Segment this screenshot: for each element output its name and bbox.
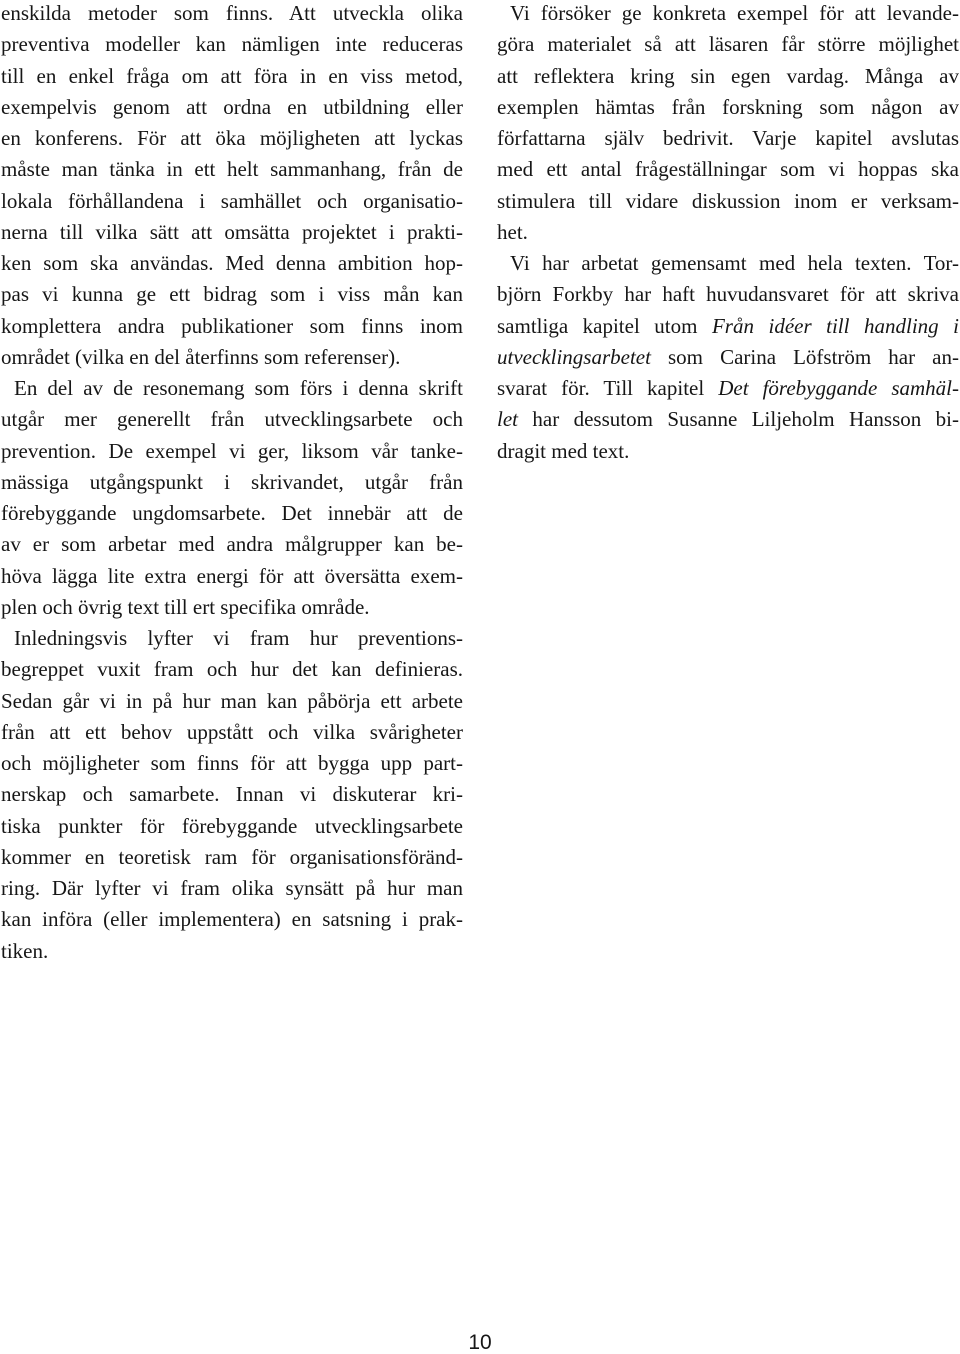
text-line <box>497 61 959 92</box>
line-text: området (vilka en del återfinns som referenser). <box>1 344 401 369</box>
line-text: kan införa (eller implementera) en satsning i prak- <box>1 907 463 932</box>
line-text: exempelvis genom att ordna en utbildning eller <box>1 94 463 119</box>
text-line <box>1 498 463 529</box>
paragraph <box>1 623 463 967</box>
text-line <box>497 436 959 467</box>
line-text: författarna själv bedrivit. Varje kapitel avslutas <box>497 126 959 150</box>
chapter-title-text: let <box>497 407 518 432</box>
text-line <box>1 61 463 92</box>
line-text: Vi försöker ge konkreta exempel för att levande- <box>510 1 959 25</box>
line-text: enskilda metoder som finns. Att utveckla olika <box>1 1 463 25</box>
line-text: Inledningsvis lyfter vi fram hur preventions- <box>14 626 463 650</box>
text-line <box>1 811 463 842</box>
text-line <box>1 123 463 154</box>
left-text-column <box>1 0 463 967</box>
text-line <box>497 248 959 279</box>
line-text: het. <box>497 219 528 244</box>
line-text: En del av de resonemang som förs i denna skrift <box>14 376 463 400</box>
line-text: en konferens. För att öka möjligheten att lyckas <box>1 126 463 150</box>
line-text: kommer en teoretisk ram för organisationsföränd- <box>1 844 463 869</box>
line-text: och möjligheter som finns för att bygga upp part- <box>1 751 463 775</box>
text-line <box>1 717 463 748</box>
text-line <box>1 373 463 404</box>
text-line <box>497 29 959 60</box>
line-text: preventiva modeller kan nämligen inte reduceras <box>1 32 463 57</box>
line-text: ring. Där lyfter vi fram olika synsätt på hur man <box>1 876 463 900</box>
text-line <box>497 217 959 248</box>
text-line <box>497 123 959 154</box>
line-text: Vi har arbetat gemensamt med hela texten. Tor- <box>510 251 959 275</box>
paragraph <box>497 248 959 467</box>
line-text <box>497 373 959 404</box>
text-line <box>1 342 463 373</box>
text-line <box>497 186 959 217</box>
line-text: utgår mer generellt från utvecklingsarbete och <box>1 407 463 432</box>
line-text <box>497 311 959 342</box>
text-line <box>1 592 463 623</box>
line-text: till en enkel fråga om att föra in en viss metod, <box>1 63 463 88</box>
text-line <box>1 279 463 310</box>
line-text: prevention. De exempel vi ger, liksom vår tanke- <box>1 438 463 463</box>
line-text: förebyggande ungdomsarbete. Det innebär att de <box>1 501 463 525</box>
text-line <box>1 436 463 467</box>
line-text: ken som ska användas. Med denna ambition hop- <box>1 251 463 275</box>
line-text: höva lägga lite extra energi för att översätta exem- <box>1 563 463 588</box>
line-text <box>497 342 959 373</box>
text-line <box>1 904 463 935</box>
paragraph <box>1 373 463 623</box>
text-line <box>497 311 959 342</box>
text-line <box>1 248 463 279</box>
text-line <box>1 467 463 498</box>
text-line <box>1 29 463 60</box>
text-line <box>1 936 463 967</box>
text-line <box>1 311 463 342</box>
text-line <box>1 154 463 185</box>
paragraph <box>497 0 959 248</box>
line-text: Sedan går vi in på hur man kan påbörja ett arbete <box>1 688 463 713</box>
chapter-title-text: utvecklingsarbetet <box>497 344 651 369</box>
text-line <box>497 279 959 310</box>
chapter-title-text: Från idéer till handling i <box>711 313 959 338</box>
text-line <box>1 92 463 123</box>
line-text: nerskap och samarbete. Innan vi diskuterar kri- <box>1 782 463 807</box>
text-line <box>1 654 463 685</box>
text-line <box>1 686 463 717</box>
chapter-title-text: Det förebyggande samhäl- <box>718 376 959 400</box>
text-line <box>497 373 959 404</box>
text-line <box>497 0 959 29</box>
line-text: av er som arbetar med andra målgrupper kan be- <box>1 532 463 557</box>
text-line <box>497 342 959 373</box>
text-segment: som Carina Löfström har an- <box>650 344 959 369</box>
text-line <box>1 842 463 873</box>
text-line <box>1 0 463 29</box>
paragraph <box>1 0 463 373</box>
text-line <box>1 217 463 248</box>
line-text: lokala förhållandena i samhället och organisatio- <box>1 188 463 213</box>
line-text: mässiga utgångspunkt i skrivandet, utgår från <box>1 469 463 494</box>
text-line <box>497 404 959 435</box>
text-segment: samtliga kapitel utom <box>497 313 712 338</box>
line-text: måste man tänka in ett helt sammanhang, från de <box>1 157 463 182</box>
text-line <box>1 873 463 904</box>
text-segment: har dessutom Susanne Liljeholm Hansson bi- <box>518 407 959 432</box>
text-segment: svarat för. Till kapitel <box>497 376 719 400</box>
line-text: exemplen hämtas från forskning som någon av <box>497 94 959 119</box>
line-text: björn Forkby har haft huvudansvaret för att skriva <box>497 282 959 307</box>
page-number: 10 <box>468 1331 492 1354</box>
text-line <box>1 623 463 654</box>
text-line <box>1 561 463 592</box>
line-text: dragit med text. <box>497 438 630 463</box>
text-line <box>1 186 463 217</box>
text-line <box>497 154 959 185</box>
line-text: tiska punkter för förebyggande utvecklingsarbete <box>1 813 463 838</box>
text-line <box>1 529 463 560</box>
line-text: pas vi kunna ge ett bidrag som i viss mån kan <box>1 282 463 307</box>
text-line <box>1 779 463 810</box>
line-text: stimulera till vidare diskussion inom er verksam- <box>497 188 959 213</box>
right-text-column <box>497 0 959 467</box>
line-text <box>497 404 959 435</box>
line-text: tiken. <box>1 938 49 963</box>
line-text: plen och övrig text till ert specifika område. <box>1 594 370 619</box>
text-line <box>1 748 463 779</box>
text-line <box>497 92 959 123</box>
line-text: nerna till vilka sätt att omsätta projektet i prakti- <box>1 219 463 244</box>
text-line <box>1 404 463 435</box>
line-text: komplettera andra publikationer som finns inom <box>1 313 463 338</box>
line-text: med ett antal frågeställningar som vi hoppas ska <box>497 157 959 182</box>
line-text: att reflektera kring sin egen vardag. Många av <box>497 63 959 88</box>
line-text: begreppet vuxit fram och hur det kan definieras. <box>1 657 463 682</box>
line-text: från att ett behov uppstått och vilka svårigheter <box>1 719 463 744</box>
line-text: göra materialet så att läsaren får större möjlighet <box>497 32 959 57</box>
